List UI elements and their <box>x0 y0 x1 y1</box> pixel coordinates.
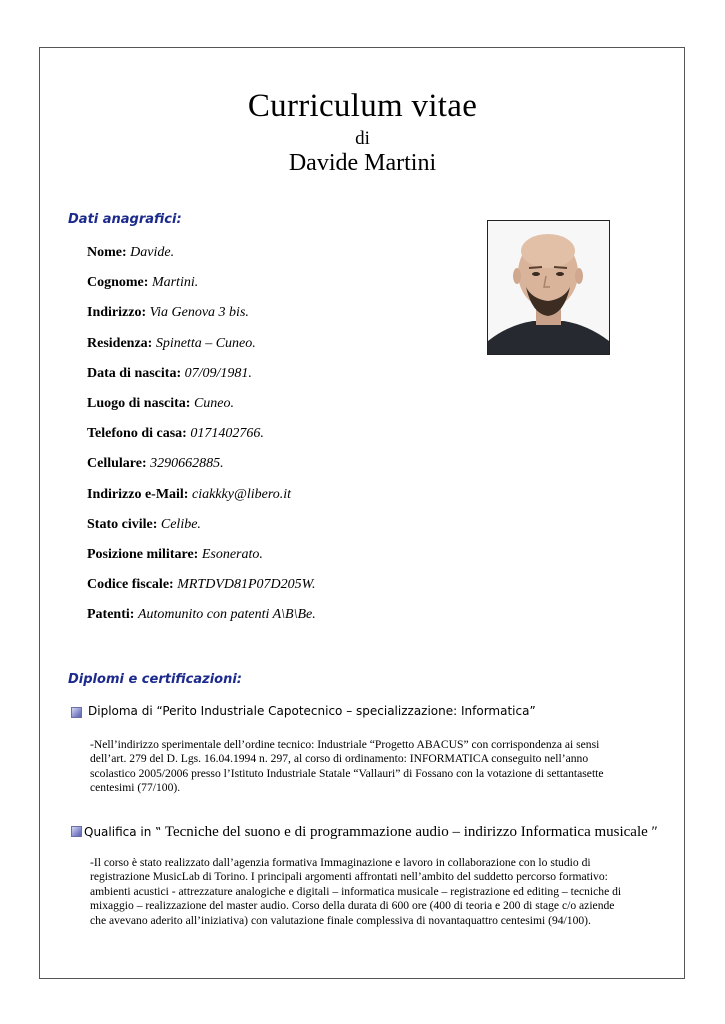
profile-photo <box>487 220 610 355</box>
field-row <box>87 487 291 503</box>
field-value: Martini. <box>151 275 199 291</box>
field-row <box>87 336 256 352</box>
field-row <box>87 396 234 412</box>
field-value: 0171402766. <box>190 426 264 442</box>
field-row <box>87 366 252 382</box>
field-row <box>87 607 316 623</box>
qualifica-prefix: Qualifica in ‟ <box>84 825 162 839</box>
field-value: Cuneo. <box>193 396 235 411</box>
field-value: Davide. <box>130 245 175 260</box>
field-row <box>87 305 249 321</box>
section-heading-diplomas: Diplomi e certificazioni: <box>68 672 242 687</box>
qualifica-description <box>90 856 660 928</box>
field-label: Nome: <box>87 245 127 260</box>
field-label: Stato civile: <box>87 516 158 532</box>
qualifica-name: Tecniche del suono e di programmazione audio – indirizzo Informatica musicale ″ <box>161 824 658 840</box>
description-line: mixaggio – realizzazione del master audio. Corso della durata di 600 ore (400 di teoria e 200 di stage c/o aziende <box>90 899 615 913</box>
section-heading-personal: Dati anagrafici: <box>68 212 182 227</box>
square-bullet-icon <box>71 707 82 718</box>
square-bullet-icon <box>71 826 82 837</box>
portrait-image <box>488 221 609 354</box>
field-label: Codice fiscale: <box>87 577 174 593</box>
field-label: Patenti: <box>87 607 135 623</box>
field-label: Cellulare: <box>87 456 147 472</box>
qualifica-title <box>84 823 658 841</box>
field-label: Indirizzo: <box>87 305 147 321</box>
field-row <box>87 517 201 533</box>
field-label: Luogo di nascita: <box>87 396 191 411</box>
description-line: che avevano aderito all’iniziativa) con valutazione finale complessiva di novantaquattro centesimi (94/100). <box>90 913 591 927</box>
field-value: 3290662885. <box>150 456 224 472</box>
field-value: 07/09/1981. <box>184 365 252 381</box>
diploma-title: Diploma di “Perito Industriale Capotecnico – specializzazione: Informatica” <box>88 704 536 718</box>
field-row <box>87 245 174 261</box>
description-line: ambienti acustici - attrezzature analogiche e digitali – informatica musicale – registrazione ed editing – tecniche di <box>90 884 622 898</box>
field-row <box>87 456 224 472</box>
field-label: Cognome: <box>87 275 149 291</box>
field-value: Via Genova 3 bis. <box>149 305 249 321</box>
title-di: di <box>355 128 370 149</box>
field-row <box>87 426 264 442</box>
field-value: MRTDVD81P07D205W. <box>177 577 316 593</box>
field-label: Residenza: <box>87 335 153 351</box>
field-label: Indirizzo e-Mail: <box>87 486 189 502</box>
field-value: Automunito con patenti A\B\Be. <box>137 607 316 623</box>
field-value: Spinetta – Cuneo. <box>155 335 256 351</box>
field-row <box>87 547 263 563</box>
description-line: -Il corso è stato realizzato dall’agenzia formativa Immaginazione e lavoro in collaborazione con lo studio di <box>90 856 591 869</box>
person-name: Davide Martini <box>288 150 437 176</box>
field-label: Telefono di casa: <box>87 426 187 442</box>
document-title: Curriculum vitae <box>247 88 478 124</box>
field-row <box>87 275 198 291</box>
field-value: Esonerato. <box>201 547 263 562</box>
description-line: -Nell’indirizzo sperimentale dell’ordine tecnico: Industriale “Progetto ABACUS” con corrispondenza ai sensi <box>90 738 600 751</box>
field-label: Posizione militare: <box>87 547 199 562</box>
diploma-description <box>90 738 660 796</box>
description-line: centesimi (77/100). <box>90 781 181 795</box>
description-line: dell’art. 279 del D. Lgs. 16.04.1994 n. 297, al corso di ordinamento: INFORMATICA conseguito nell’anno <box>90 752 589 766</box>
field-label: Data di nascita: <box>87 365 182 381</box>
field-value: ciakkky@libero.it <box>191 486 292 502</box>
field-value: Celibe. <box>160 516 201 532</box>
field-row <box>87 577 316 593</box>
description-line: scolastico 2005/2006 presso l’Istituto Industriale Statale “Vallauri” di Fossano con la votazione di settantasette <box>90 766 604 780</box>
description-line: registrazione MusicLab di Torino. I principali argomenti affrontati nell’ambito del suddetto percorso formativo: <box>90 870 608 884</box>
